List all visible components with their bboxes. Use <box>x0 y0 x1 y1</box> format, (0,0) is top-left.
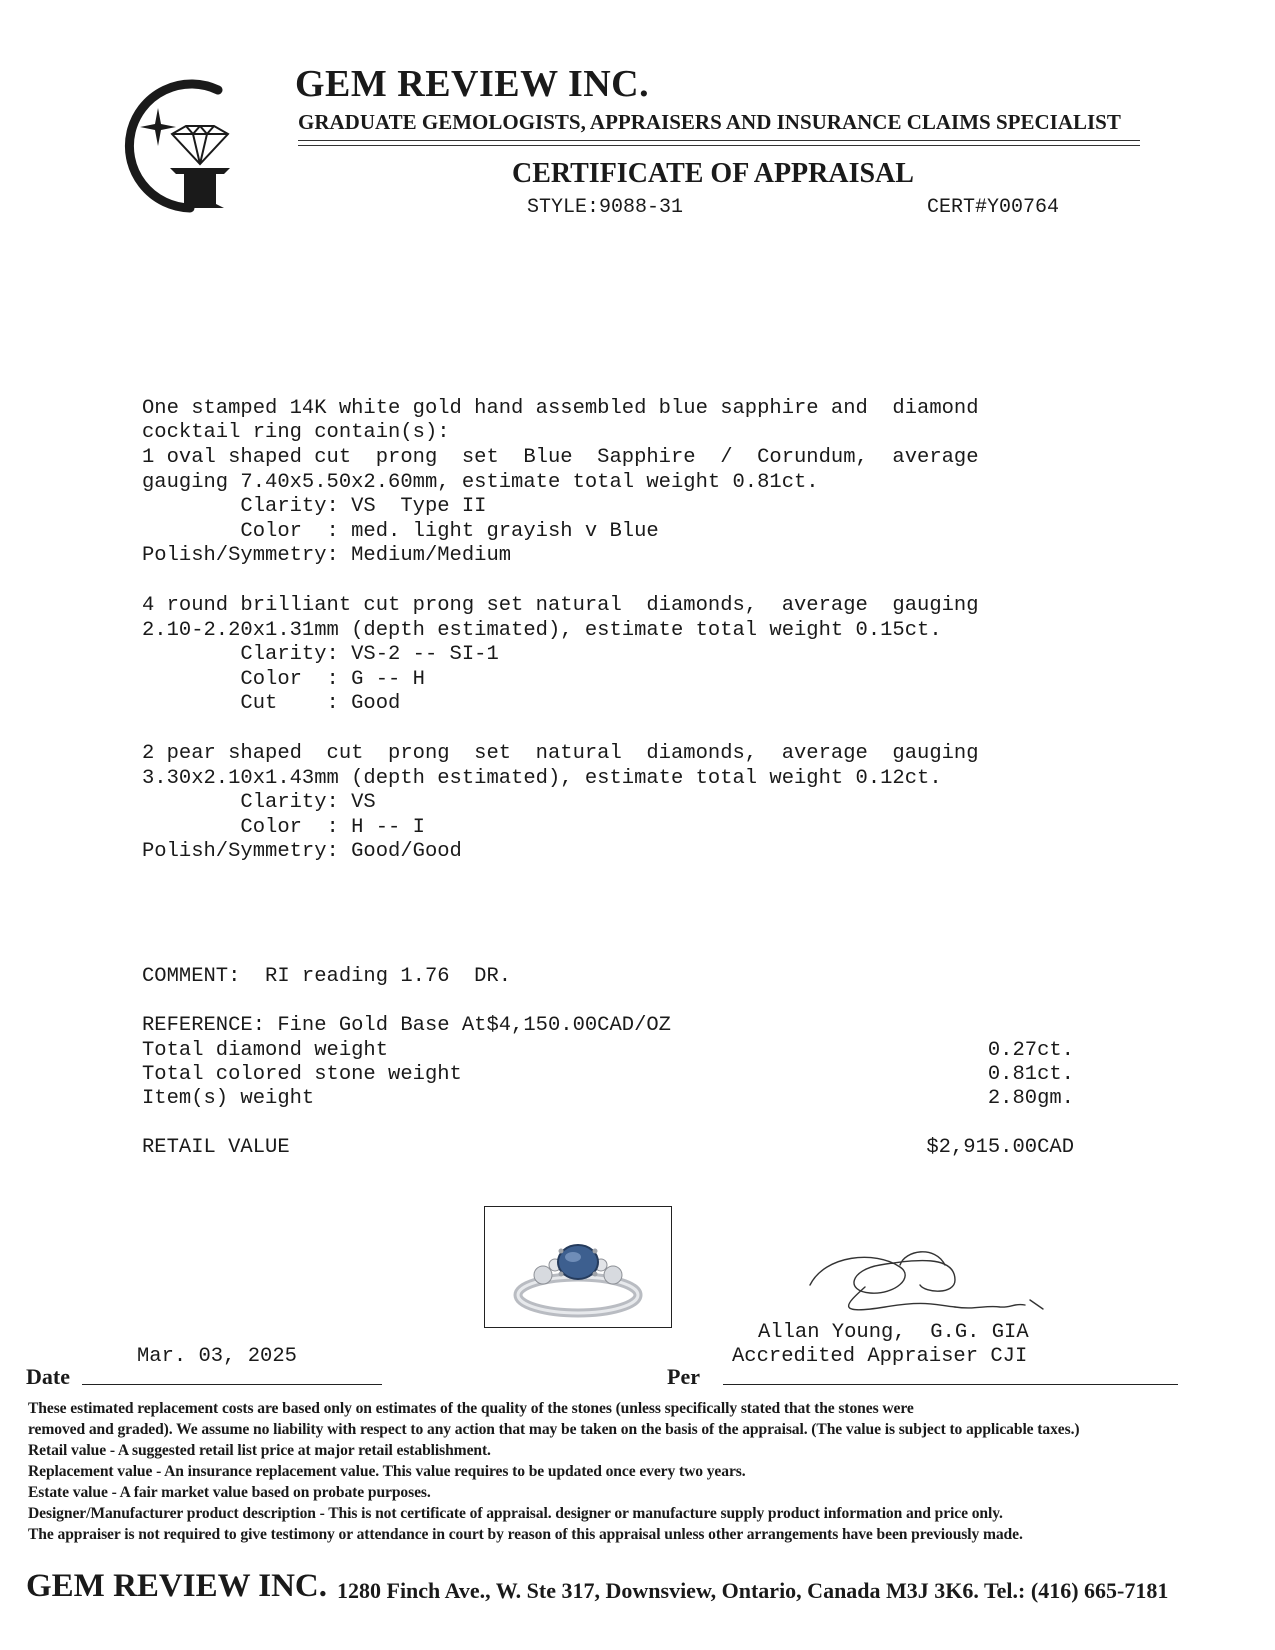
date-label: Date <box>26 1364 70 1389</box>
description-line: cocktail ring contain(s): <box>142 421 450 444</box>
total-row <box>142 1063 1074 1087</box>
comment: COMMENT: RI reading 1.76 DR. <box>142 965 512 988</box>
stone-line: Color : G -- H <box>142 667 425 691</box>
appraiser-name: Allan Young, G.G. GIA <box>758 1321 1029 1344</box>
stone-line: Clarity: VS Type II <box>142 495 487 518</box>
stone-line: Cut : Good <box>142 692 401 715</box>
stone-line: Clarity: VS-2 -- SI-1 <box>142 643 499 666</box>
per-label: Per <box>667 1364 700 1389</box>
disclaimer-line: removed and graded). We assume no liability with respect to any action that may be taken on the basis of the appraisal. (The value is subject to applicable taxes.) <box>28 1421 1080 1438</box>
header-rule-bottom <box>298 145 1140 146</box>
stone-line: 3.30x2.10x1.43mm (depth estimated), estimate total weight 0.12ct. <box>142 766 942 790</box>
stone-group-pear-diamonds <box>142 742 979 865</box>
stone-line: Color : H -- I <box>142 815 425 839</box>
certificate-title: CERTIFICATE OF APPRAISAL <box>512 158 914 189</box>
pedestal-icon <box>170 168 230 208</box>
retail-value: $2,915.00CAD <box>926 1136 1074 1159</box>
item-description <box>142 372 979 446</box>
diamond-icon <box>172 126 228 164</box>
disclaimer-line: Retail value - A suggested retail list price at major retail establishment. <box>28 1442 491 1459</box>
total-value: 0.81ct. <box>987 1063 1074 1086</box>
header-rule-top <box>298 140 1140 141</box>
total-label: Total colored stone weight <box>142 1063 462 1086</box>
stone-line: Polish/Symmetry: Good/Good <box>142 840 462 863</box>
total-value: 2.80gm. <box>987 1087 1074 1110</box>
company-name: GEM REVIEW INC. <box>295 63 650 105</box>
date-line <box>82 1384 382 1385</box>
sparkle-icon <box>140 108 176 146</box>
style-code: STYLE:9088-31 <box>527 196 684 219</box>
appraiser-signature <box>805 1245 1050 1330</box>
footer-company-name: GEM REVIEW INC. <box>26 1568 328 1604</box>
stone-line: 2 pear shaped cut prong set natural diamonds, average gauging <box>142 742 979 765</box>
footer-address: 1280 Finch Ave., W. Ste 317, Downsview, Ontario, Canada M3J 3K6. Tel.: (416) 665-7181 <box>337 1578 1169 1603</box>
total-label: Total diamond weight <box>142 1039 389 1062</box>
retail-label: RETAIL VALUE <box>142 1136 290 1159</box>
appraiser-title: Accredited Appraiser CJI <box>732 1345 1028 1368</box>
stone-line: 2.10-2.20x1.31mm (depth estimated), estimate total weight 0.15ct. <box>142 618 942 642</box>
disclaimer-line: These estimated replacement costs are based only on estimates of the quality of the stones (unless specifically stated that the stones were <box>28 1400 914 1417</box>
disclaimer-line: Designer/Manufacturer product description - This is not certificate of appraisal. designer or manufacture supply product information and price only. <box>28 1505 1003 1522</box>
description-line: One stamped 14K white gold hand assembled blue sapphire and diamond <box>142 396 979 420</box>
certificate-number: CERT#Y00764 <box>927 196 1060 219</box>
stone-line: 4 round brilliant cut prong set natural diamonds, average gauging <box>142 594 979 617</box>
company-tagline: GRADUATE GEMOLOGISTS, APPRAISERS AND INSURANCE CLAIMS SPECIALIST <box>298 110 1121 134</box>
total-label: Item(s) weight <box>142 1087 315 1110</box>
stone-line: 1 oval shaped cut prong set Blue Sapphire / Corundum, average <box>142 446 979 469</box>
stone-line: Color : med. light grayish v Blue <box>142 519 659 543</box>
disclaimer-line: The appraiser is not required to give testimony or attendance in court by reason of this appraisal unless other arrangements have been previously made. <box>28 1526 1023 1543</box>
ring-photo <box>484 1206 672 1328</box>
company-logo <box>100 68 245 216</box>
stone-group-round-diamonds <box>142 594 979 717</box>
stone-group-sapphire <box>142 446 979 569</box>
stone-line: Polish/Symmetry: Medium/Medium <box>142 544 512 567</box>
per-line <box>723 1384 1178 1385</box>
total-row <box>142 1087 1074 1111</box>
disclaimer-line: Replacement value - An insurance replacement value. This value requires to be updated once every two years. <box>28 1463 746 1480</box>
retail-value-row <box>142 1136 1074 1160</box>
stone-line: Clarity: VS <box>142 791 376 814</box>
disclaimer-line: Estate value - A fair market value based on probate purposes. <box>28 1484 431 1501</box>
appraisal-date: Mar. 03, 2025 <box>137 1345 297 1368</box>
total-value: 0.27ct. <box>987 1039 1074 1062</box>
total-row <box>142 1039 1074 1063</box>
reference: REFERENCE: Fine Gold Base At$4,150.00CAD/OZ <box>142 1014 671 1037</box>
stone-line: gauging 7.40x5.50x2.60mm, estimate total weight 0.81ct. <box>142 470 819 494</box>
